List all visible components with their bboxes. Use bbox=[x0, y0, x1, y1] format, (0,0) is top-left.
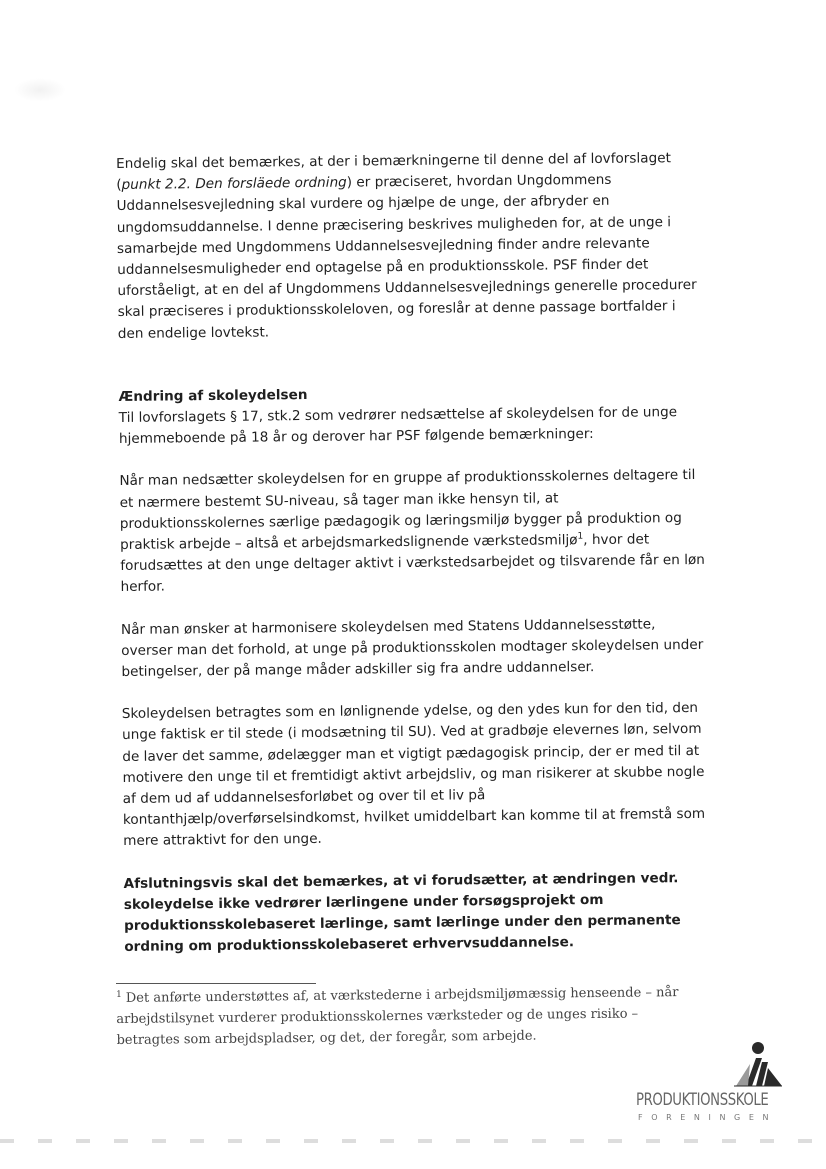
paragraph-harmonisering: Når man ønsker at harmonisere skoleydelsen med Statens Uddannelsesstøtte, overser man det forhold, at unge på produktionsskolen modtager skoleydelsen under betingelser, der på mange måder adskiller sig fra andre uddannelser. bbox=[120, 616, 704, 681]
section-heading: Ændring af skoleydelsen bbox=[118, 386, 308, 405]
scan-artifact-line bbox=[0, 1139, 826, 1143]
italic-reference: punkt 2.2. Den forsläede ordning bbox=[121, 174, 347, 194]
footnote-marker: 1 bbox=[116, 989, 122, 1000]
logo-name: PRODUKTIONSSKOLE bbox=[636, 1090, 769, 1110]
footnote-text: Det anførte understøttes af, at værkstederne i arbejdsmiljømæssig henseende – når arbejdstilsynet vurderer produktionsskolernes værksteder og de unges risiko – betragtes som arbejdspladser, og det, der foregår, som arbejde. bbox=[116, 985, 679, 1048]
footnote bbox=[116, 982, 697, 1051]
paragraph-loenlignende: Skoleydelsen betragtes som en lønlignende ydelse, og den ydes kun for den tid, den unge faktisk er til stede (i modsætning til SU). Ved at gradbøje elevernes løn, selvom de laver det samme, ødelægger man et vigtigt pædagogisk princip, der er med til at motivere den unge til et fremtidigt aktivt arbejdsliv, og man risikerer at skubbe nogle af dem ud af uddannelsesforløbet og over til et liv på kontanthjælp/overførselsindkomst, hvilket umiddelbart kan komme til at fremstå som mere attraktivt for den unge. bbox=[121, 700, 706, 850]
paragraph-intro: Til lovforslagets § 17, stk.2 som vedrører nedsættelse af skoleydelsen for de unge hjemmeboende på 18 år og derover har PSF følgende bemærkninger: bbox=[118, 404, 678, 448]
footnote-reference[interactable]: 1 bbox=[577, 531, 584, 542]
person-emblem-icon bbox=[732, 1040, 782, 1088]
paragraph-nedsaettelse: Når man nedsætter skoleydelsen for en gruppe af produktionsskolernes deltagere til et nærmere bestemt SU-niveau, så tager man ikke hensyn til, at produktionsskolernes særlige pædagogik og læringsmiljø bygger på produktion og praktisk arbejde – altså et arbejdsmarkedslignende værkstedsmiljø$^1$, hvor det forudsættes at den unge deltager aktivt i værkstedsarbejdet og tilsvarende får en løn herfor. bbox=[119, 467, 705, 596]
organization-logo bbox=[632, 1040, 782, 1125]
logo-subtitle: FORENINGEN bbox=[638, 1113, 778, 1122]
paragraph-afslutning: Afslutningsvis skal det bemærkes, at vi forudsætter, at ændringen vedr. skoleydelse ikke vedrører lærlingene under forsøgsprojekt om produktionsskolebaseret lærlinge, samt lærlinge under den permanente ordning om produktionsskolebaseret erhvervsuddannelse. bbox=[123, 869, 681, 956]
paragraph-ubv: Endelig skal det bemærkes, at der i bemærkningerne til denne del af lovforslaget (punkt 2.2. Den forsläede ordning) er præciseret, hvordan Ungdommens Uddannelsesvejledning skal vurdere og hjælpe de unge, der afbryder en ungdomsuddannelse. I denne præcisering beskrives muligheden for, at de unge i samarbejde med Ungdommens Uddannelsesvejledning finder andre relevante uddannelsesmuligheder end optagelse på en produktionsskole. PSF finder det uforståeligt, at en del af Ungdommens Uddannelsesvejlednings generelle procedurer skal præciseres i produktionsskoleloven, og foreslår at denne passage bortfalder i den endelige lovtekst. bbox=[116, 150, 697, 342]
body-text bbox=[116, 148, 711, 980]
scan-smudge bbox=[14, 78, 66, 102]
footnote-divider bbox=[116, 983, 316, 984]
section-skoleydelse bbox=[118, 381, 705, 451]
